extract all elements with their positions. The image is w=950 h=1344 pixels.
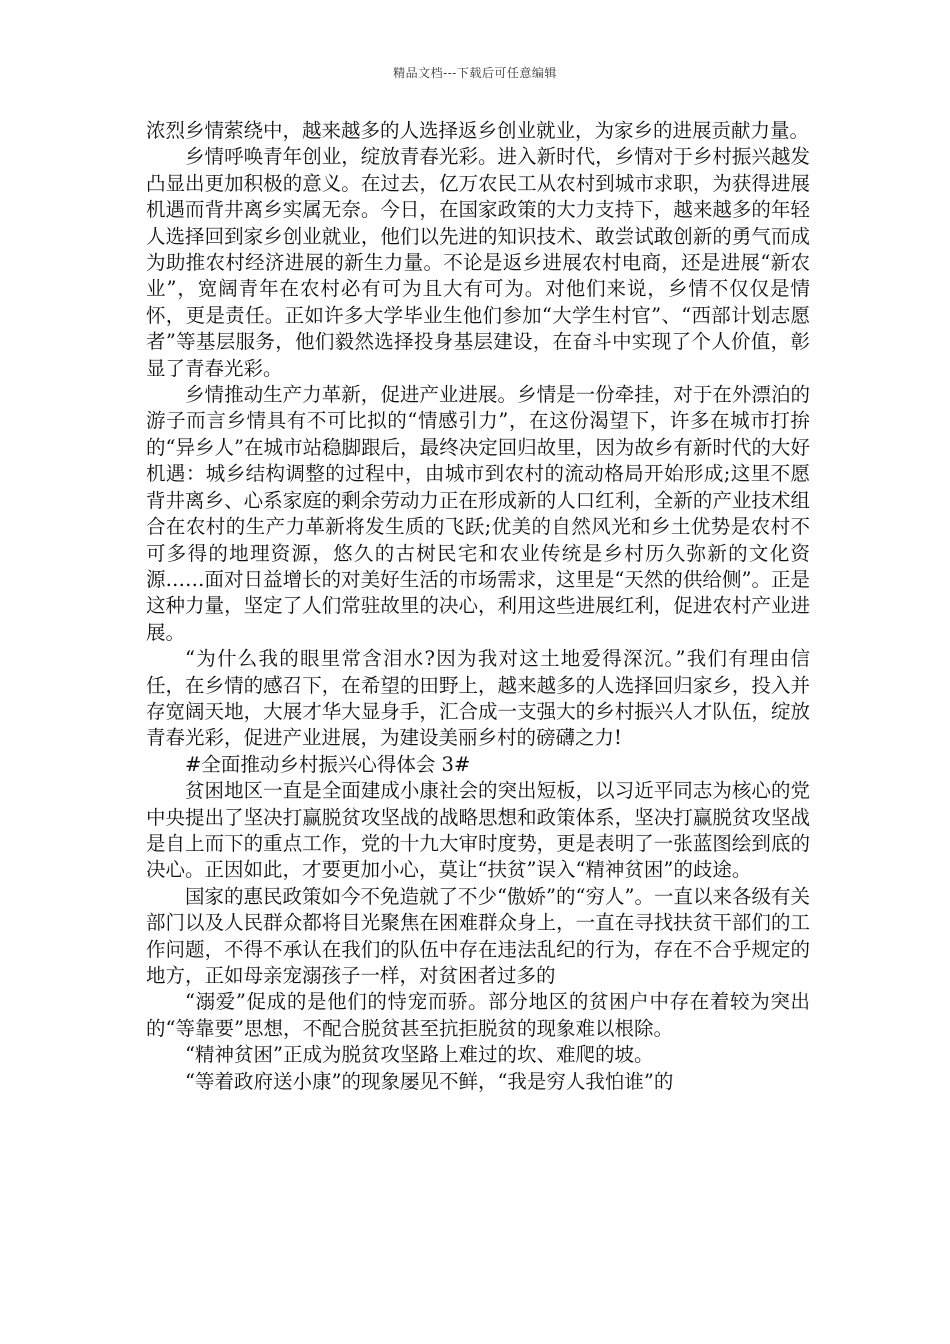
paragraph-7: “溺爱”促成的是他们的恃宠而骄。部分地区的贫困户中存在着较为突出的“等靠要”思想，不配合脱贫甚至抗拒脱贫的现象难以根除。	[146, 990, 810, 1040]
paragraph-3: 乡情推动生产力革新，促进产业进展。乡情是一份牵挂，对于在外漂泊的游子而言乡情具有不可比拟的“情感引力”，在这份渴望下，许多在城市打拚的“异乡人”在城市站稳脚跟后，最终决定回归故里，因为故乡有新时代的大好机遇：城乡结构调整的过程中，由城市到农村的流动格局开始形成;这里不愿背井离乡、心系家庭的剩余劳动力正在形成新的人口红利，全新的产业技术组合在农村的生产力革新将发生质的飞跃;优美的自然风光和乡土优势是农村不可多得的地理资源，悠久的古树民宅和农业传统是乡村历久弥新的文化资源……面对日益增长的对美好生活的市场需求，这里是“天然的供给侧”。正是这种力量，坚定了人们常驻故里的决心，利用这些进展红利，促进农村产业进展。	[146, 383, 810, 644]
page-header: 精品文档---下载后可任意编辑	[393, 66, 557, 80]
paragraph-4: “为什么我的眼里常含泪水?因为我对这土地爱得深沉。”我们有理由信任，在乡情的感召下，在希望的田野上，越来越多的人选择回归家乡，投入并存宽阔天地，大展才华大显身手，汇合成一支强大的乡村振兴人才队伍，绽放青春光彩，促进产业进展，为建设美丽乡村的磅礴之力!	[146, 647, 810, 750]
section-heading: #全面推动乡村振兴心得体会 3#	[185, 752, 471, 776]
paragraph-6: 国家的惠民政策如今不免造就了不少“傲娇”的“穷人”。一直以来各级有关部门以及人民群众都将目光聚焦在困难群众身上，一直在寻找扶贫干部们的工作问题，不得不承认在我们的队伍中存在违法乱纪的行为，存在不合乎规定的地方，正如母亲宠溺孩子一样，对贫困者过多的	[146, 884, 810, 987]
paragraph-9: “等着政府送小康”的现象屡见不鲜，“我是穷人我怕谁”的	[185, 1069, 674, 1093]
paragraph-8: “精神贫困”正成为脱贫攻坚路上难过的坎、难爬的坡。	[185, 1043, 654, 1067]
paragraph-5: 贫困地区一直是全面建成小康社会的突出短板，以习近平同志为核心的党中央提出了坚决打赢脱贫攻坚战的战略思想和政策体系，坚决打赢脱贫攻坚战是自上而下的重点工作，党的十九大审时度势，更是表明了一张蓝图绘到底的决心。正因如此，才要更加小心，莫让“扶贫”误入“精神贫困”的歧途。	[146, 779, 810, 882]
paragraph-1: 浓烈乡情萦绕中，越来越多的人选择返乡创业就业，为家乡的进展贡献力量。	[146, 119, 810, 142]
paragraph-2: 乡情呼唤青年创业，绽放青春光彩。进入新时代，乡情对于乡村振兴越发凸显出更加积极的意义。在过去，亿万农民工从农村到城市求职，为获得进展机遇而背井离乡实属无奈。今日，在国家政策的大力支持下，越来越多的年轻人选择回到家乡创业就业，他们以先进的知识技术、敢尝试敢创新的勇气而成为助推农村经济进展的新生力量。不论是返乡进展农村电商，还是进展“新农业”，宽阔青年在农村必有可为且大有可为。对他们来说，乡情不仅仅是情怀，更是责任。正如许多大学毕业生他们参加“大学生村官”、“西部计划志愿者”等基层服务，他们毅然选择投身基层建设，在奋斗中实现了个人价值，彰显了青春光彩。	[146, 145, 810, 380]
document-body	[146, 118, 810, 1095]
